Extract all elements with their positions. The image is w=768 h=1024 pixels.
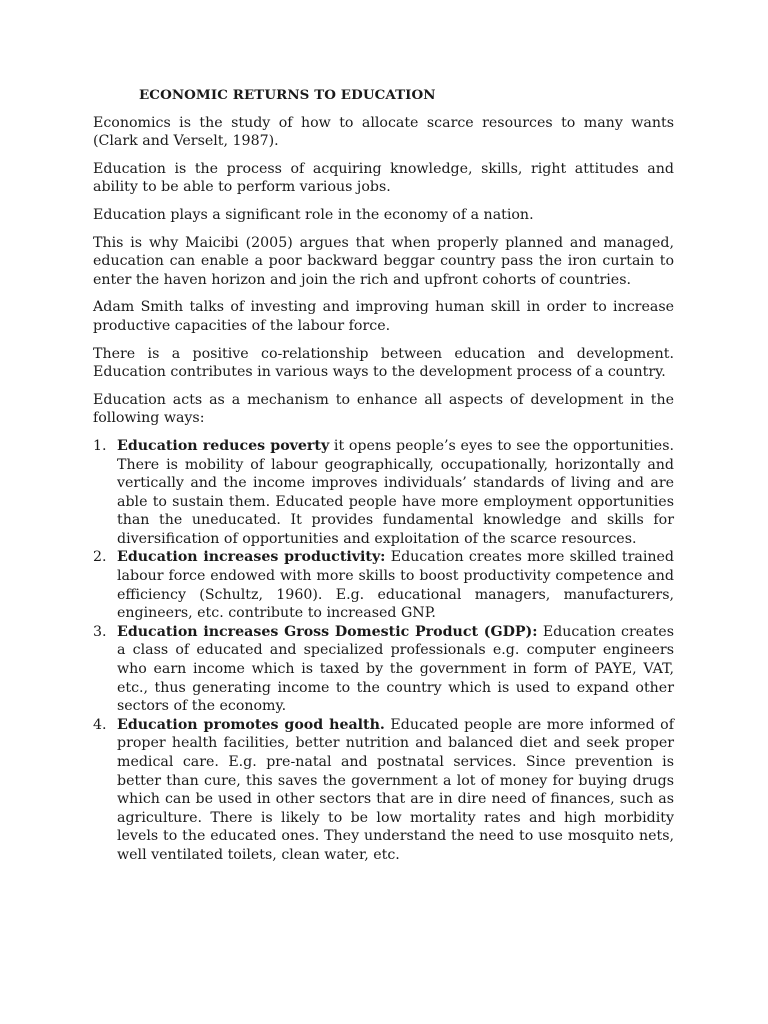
list-item-heading: Education increases Gross Domestic Product (GDP): (117, 623, 538, 640)
list-item-text: Education creates a class of educated and specialized professionals e.g. computer engineers who earn income which is taxed by the government in form of PAYE, VAT, etc., thus generating income to the country which is used to expand other sectors of the economy. (117, 623, 674, 715)
list-item-text: Educated people are more informed of proper health facilities, better nutrition and balanced diet and seek proper medical care. E.g. pre-natal and postnatal services. Since prevention is better than cure, this saves the government a lot of money for buying drugs which can be used in other sectors that are in dire need of finances, such as agriculture. There is likely to be low mortality rates and high morbidity levels to the educated ones. They understand the need to use mosquito nets, well ventilated toilets, clean water, etc. (117, 716, 674, 863)
paragraph-education-role: Education plays a significant role in the economy of a nation. (93, 206, 534, 223)
list-item-number: 2. (93, 549, 107, 566)
list-item-heading: Education promotes good health. (117, 716, 385, 733)
list-item-number: 1. (93, 437, 107, 454)
list-item (93, 548, 674, 622)
paragraph-education-definition: Education is the process of acquiring knowledge, skills, right attitudes and ability to be able to perform various jobs. (93, 160, 674, 196)
document-page (93, 86, 674, 865)
list-item-number: 3. (93, 623, 107, 640)
list-item-heading: Education reduces poverty (117, 437, 330, 454)
list-item (93, 716, 674, 865)
paragraph-adam-smith: Adam Smith talks of investing and improving human skill in order to increase productive capacities of the labour force. (93, 299, 674, 334)
list-item-heading: Education increases productivity: (117, 549, 386, 566)
list-item (93, 437, 674, 549)
document-title: ECONOMIC RETURNS TO EDUCATION (139, 87, 436, 103)
paragraph-maicibi: This is why Maicibi (2005) argues that when properly planned and managed, education can enable a poor backward beggar country pass the iron curtain to enter the haven horizon and join the rich and upfront cohorts of countries. (93, 234, 674, 288)
list-item-number: 4. (93, 716, 107, 733)
list-item-text: it opens people’s eyes to see the opportunities. There is mobility of labour geographically, occupationally, horizontally and vertically and the income improves individuals’ standards of living and are able to sustain them. Educated people have more employment opportunities than the uneducated. It provides fundamental knowledge and skills for diversification of opportunities and exploitation of the scarce resources. (117, 437, 674, 547)
list-item (93, 623, 674, 716)
paragraph-co-relationship: There is a positive co-relationship between education and development. Education contributes in various ways to the development process of a country. (93, 345, 674, 381)
development-ways-list (93, 437, 674, 865)
list-item-text: Education creates more skilled trained labour force endowed with more skills to boost productivity competence and efficiency (Schultz, 1960). E.g. educational managers, manufacturers, engineers, etc. contribute to increased GNP. (117, 549, 674, 622)
paragraph-mechanism-intro: Education acts as a mechanism to enhance all aspects of development in the following ways: (93, 391, 674, 427)
paragraph-economics-definition: Economics is the study of how to allocate scarce resources to many wants (Clark and Verselt, 1987). (93, 114, 674, 150)
